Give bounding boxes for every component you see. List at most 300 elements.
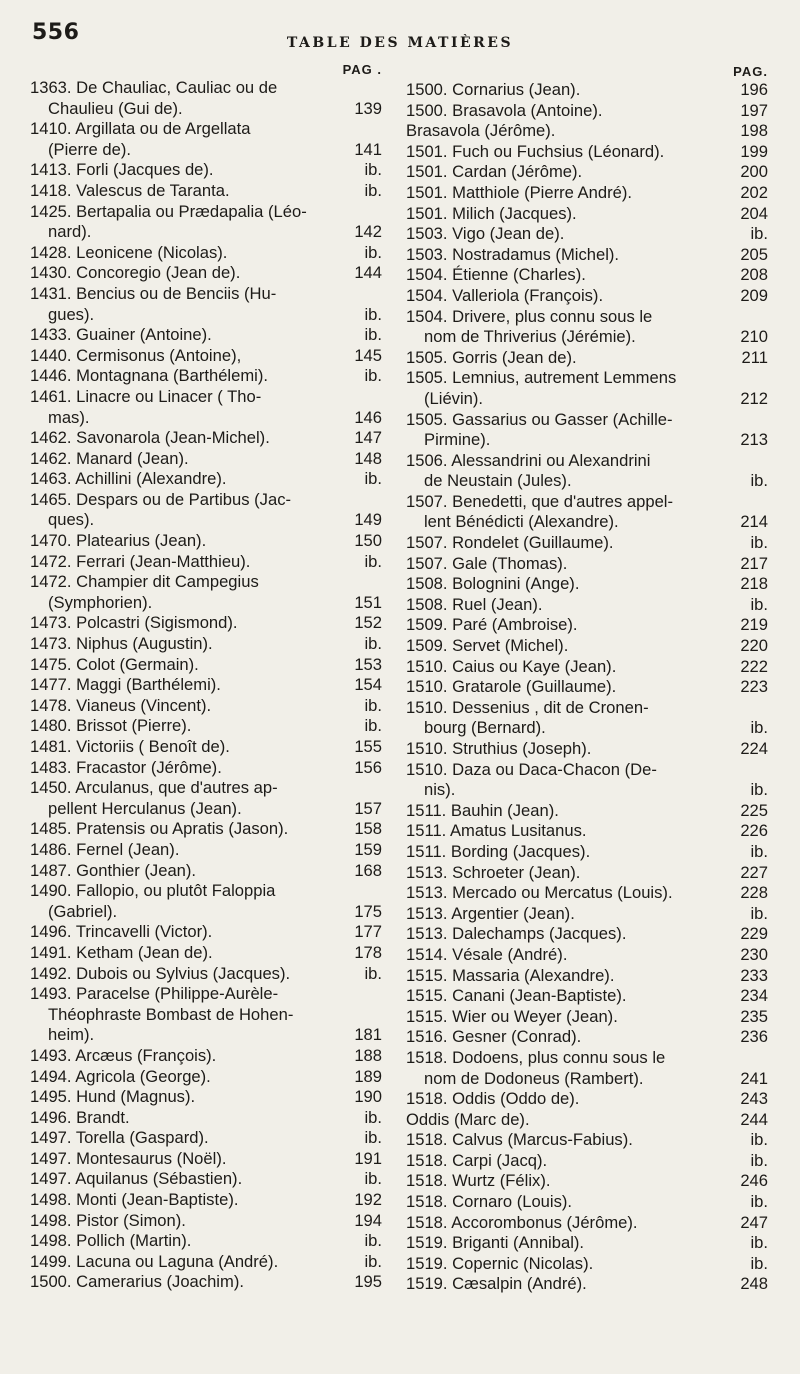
entry-text: 1440. Cermisonus (Antoine), — [30, 345, 242, 365]
entry-page: ib. — [364, 1107, 382, 1127]
entry-page: 188 — [354, 1045, 382, 1065]
index-entry — [30, 613, 382, 634]
entry-page: 145 — [354, 345, 382, 365]
index-entry — [406, 101, 768, 122]
index-entry — [30, 1169, 382, 1190]
entry-page: 154 — [354, 675, 382, 695]
index-entry — [406, 1233, 768, 1254]
entry-page: 205 — [740, 244, 768, 264]
entry-page: 236 — [740, 1027, 768, 1047]
entry-page: 147 — [354, 428, 382, 448]
entry-text: 1499. Lacuna ou Laguna (André). — [30, 1251, 279, 1271]
index-entry — [30, 325, 382, 346]
entry-page: ib. — [364, 366, 382, 386]
index-entry — [406, 1130, 768, 1151]
index-entry — [30, 428, 382, 449]
index-entry — [30, 243, 382, 264]
entry-page: ib. — [750, 224, 768, 244]
entry-page: 204 — [740, 203, 768, 223]
index-entry — [406, 904, 768, 925]
entry-page: 199 — [740, 141, 768, 161]
entry-text: 1510. Struthius (Joseph). — [406, 739, 592, 758]
entry-page: 158 — [354, 819, 382, 839]
entry-page: 192 — [354, 1190, 382, 1210]
index-entry — [30, 922, 382, 943]
entry-text: 1478. Vianeus (Vincent). — [30, 695, 212, 715]
entry-page: 195 — [354, 1272, 382, 1292]
entry-page: ib. — [750, 1253, 768, 1273]
entry-text: 1508. Ruel (Jean). — [406, 594, 543, 614]
right-entry-list — [406, 80, 768, 1295]
entry-text: 1501. Matthiole (Pierre André). — [406, 182, 632, 202]
entry-page: ib. — [364, 1169, 382, 1189]
pag-heading-right: PAG. — [733, 64, 768, 79]
index-entry — [406, 204, 768, 225]
entry-page: 190 — [354, 1087, 382, 1107]
index-entry — [406, 966, 768, 987]
entry-text: 1495. Hund (Magnus). — [30, 1087, 196, 1107]
index-entry — [406, 307, 768, 348]
entry-text: 1431. Bencius ou de Benciis (Hu- gues). — [30, 283, 277, 324]
entry-text: 1513. Dalechamps (Jacques). — [406, 924, 627, 944]
entry-text: 1507. Benedetti, que d'autres appel- lent Bénédicti (Alexandre). — [406, 491, 674, 532]
entry-page: ib. — [364, 242, 382, 262]
index-entry — [30, 387, 382, 428]
index-entry — [406, 245, 768, 266]
index-entry — [30, 160, 382, 181]
entry-text: Brasavola (Jérôme). — [406, 121, 556, 141]
entry-text: 1472. Champier dit Campegius (Symphorien). — [30, 572, 259, 612]
entry-text: 1518. Accorombonus (Jérôme). — [406, 1212, 638, 1232]
entry-page: 235 — [740, 1006, 768, 1026]
entry-page: 228 — [740, 883, 768, 903]
index-entry — [406, 945, 768, 966]
entry-text: 1519. Cæsalpin (André). — [406, 1274, 587, 1294]
index-entry — [30, 1190, 382, 1211]
entry-page: ib. — [364, 325, 382, 345]
entry-page: 191 — [354, 1148, 382, 1168]
index-entry — [406, 657, 768, 678]
entry-text: 1494. Agricola (George). — [30, 1066, 211, 1086]
entry-text: 1480. Brissot (Pierre). — [30, 716, 192, 736]
index-entry — [30, 819, 382, 840]
entry-text: 1510. Gratarole (Guillaume). — [406, 677, 617, 697]
entry-page: ib. — [364, 551, 382, 571]
entry-page: 210 — [740, 327, 768, 347]
entry-page: ib. — [364, 695, 382, 715]
entry-page: 224 — [740, 739, 768, 758]
entry-text: 1516. Gesner (Conrad). — [406, 1027, 582, 1047]
entry-page: ib. — [750, 471, 768, 491]
entry-text: 1498. Pistor (Simon). — [30, 1210, 186, 1230]
index-entry — [406, 821, 768, 842]
entry-text: 1518. Wurtz (Félix). — [406, 1171, 551, 1191]
entry-text: 1493. Arcæus (François). — [30, 1045, 217, 1065]
index-entry — [406, 986, 768, 1007]
entry-text: 1510. Dessenius , dit de Cronen- bourg (Bernard). — [406, 697, 649, 738]
index-entry — [406, 883, 768, 904]
entry-page: 222 — [740, 656, 768, 676]
index-entry — [30, 840, 382, 861]
index-entry — [30, 675, 382, 696]
entry-text: 1410. Argillata ou de Argellata (Pierre de). — [30, 119, 251, 159]
entry-text: 1507. Rondelet (Guillaume). — [406, 533, 614, 553]
entry-page: 152 — [354, 613, 382, 633]
entry-page: 243 — [740, 1089, 768, 1109]
entry-text: 1463. Achillini (Alexandre). — [30, 469, 227, 489]
entry-text: 1503. Nostradamus (Michel). — [406, 244, 620, 264]
entry-page: 208 — [740, 265, 768, 285]
index-entry — [30, 1108, 382, 1129]
entry-page: 229 — [740, 924, 768, 944]
index-entry — [406, 842, 768, 863]
entry-page: ib. — [750, 841, 768, 861]
entry-text: 1430. Concoregio (Jean de). — [30, 263, 241, 283]
entry-page: 200 — [740, 162, 768, 182]
entry-text: 1496. Trincavelli (Victor). — [30, 922, 213, 942]
entry-text: 1462. Savonarola (Jean-Michel). — [30, 428, 270, 448]
entry-page: ib. — [364, 963, 382, 983]
index-entry — [406, 1213, 768, 1234]
entry-page: 217 — [740, 553, 768, 573]
entry-page: 244 — [740, 1109, 768, 1129]
index-entry — [30, 490, 382, 531]
index-entry — [406, 492, 768, 533]
index-entry — [30, 572, 382, 613]
index-entry — [30, 284, 382, 325]
index-entry — [406, 142, 768, 163]
index-entry — [406, 80, 768, 101]
entry-page: 230 — [740, 944, 768, 964]
entry-page: 212 — [740, 388, 768, 408]
entry-page: 178 — [354, 942, 382, 962]
index-entry — [406, 410, 768, 451]
entry-text: 1500. Cornarius (Jean). — [406, 80, 581, 99]
entry-text: 1491. Ketham (Jean de). — [30, 942, 213, 962]
entry-page: 198 — [740, 121, 768, 141]
entry-page: 141 — [354, 139, 382, 159]
entry-page: 177 — [354, 922, 382, 942]
index-entry — [30, 1128, 382, 1149]
entry-page: 227 — [740, 862, 768, 882]
entry-text: 1503. Vigo (Jean de). — [406, 224, 565, 244]
index-entry — [406, 1089, 768, 1110]
index-entry — [406, 121, 768, 142]
index-entry — [30, 758, 382, 779]
index-entry — [406, 224, 768, 245]
index-entry — [406, 1254, 768, 1275]
entry-page: ib. — [750, 903, 768, 923]
entry-page: ib. — [750, 780, 768, 800]
entry-page: 220 — [740, 636, 768, 656]
index-entry — [406, 760, 768, 801]
index-entry — [30, 1272, 382, 1293]
index-entry — [406, 451, 768, 492]
index-entry — [406, 636, 768, 657]
entry-text: 1498. Pollich (Martin). — [30, 1231, 192, 1251]
index-entry — [30, 1067, 382, 1088]
entry-text: 1500. Camerarius (Joachim). — [30, 1272, 244, 1292]
entry-page: ib. — [364, 180, 382, 200]
entry-text: 1497. Aquilanus (Sébastien). — [30, 1169, 243, 1189]
entry-text: 1473. Niphus (Augustin). — [30, 634, 213, 654]
entry-page: 148 — [354, 448, 382, 468]
entry-text: 1518. Calvus (Marcus-Fabius). — [406, 1130, 633, 1150]
entry-text: 1500. Brasavola (Antoine). — [406, 100, 603, 120]
index-entry — [30, 655, 382, 676]
entry-page: ib. — [750, 1130, 768, 1150]
index-entry — [30, 469, 382, 490]
index-entry — [30, 119, 382, 160]
entry-page: ib. — [364, 469, 382, 489]
entry-page: 226 — [740, 821, 768, 841]
entry-text: 1465. Despars ou de Partibus (Jac- ques). — [30, 489, 292, 530]
index-entry — [30, 634, 382, 655]
index-entry — [406, 286, 768, 307]
entry-text: 1492. Dubois ou Sylvius (Jacques). — [30, 963, 291, 983]
index-entry — [30, 202, 382, 243]
entry-text: 1497. Torella (Gaspard). — [30, 1128, 209, 1148]
index-entry — [406, 1027, 768, 1048]
entry-text: 1510. Daza ou Daca-Chacon (De- nis). — [406, 759, 657, 800]
index-entry — [406, 698, 768, 739]
entry-page: 146 — [354, 407, 382, 427]
index-entry — [30, 1231, 382, 1252]
entry-text: 1483. Fracastor (Jérôme). — [30, 757, 222, 777]
index-entry — [30, 531, 382, 552]
index-entry — [30, 78, 382, 119]
index-entry — [30, 881, 382, 922]
entry-page: 149 — [354, 510, 382, 530]
pag-heading-left: PAG . — [342, 62, 382, 77]
index-entry — [406, 863, 768, 884]
index-entry — [406, 677, 768, 698]
entry-text: 1508. Bolognini (Ange). — [406, 574, 580, 594]
index-entry — [30, 1046, 382, 1067]
index-entry — [406, 533, 768, 554]
index-entry — [406, 368, 768, 409]
entry-text: 1461. Linacre ou Linacer ( Tho- mas). — [30, 386, 262, 427]
index-entry — [30, 943, 382, 964]
entry-page: 153 — [354, 654, 382, 674]
entry-page: 181 — [354, 1025, 382, 1045]
index-entry — [30, 737, 382, 758]
entry-text: 1363. De Chauliac, Cauliac ou de Chaulieu (Gui de). — [30, 78, 278, 118]
entry-text: 1513. Schroeter (Jean). — [406, 862, 581, 882]
entry-text: 1477. Maggi (Barthélemi). — [30, 675, 221, 695]
entry-text: 1513. Argentier (Jean). — [406, 903, 575, 923]
entry-text: 1462. Manard (Jean). — [30, 448, 189, 468]
entry-page: ib. — [364, 1128, 382, 1148]
entry-text: 1418. Valescus de Taranta. — [30, 180, 230, 200]
entry-page: 241 — [740, 1068, 768, 1088]
entry-page: 218 — [740, 574, 768, 594]
entry-text: 1505. Gorris (Jean de). — [406, 347, 577, 367]
entry-text: 1511. Amatus Lusitanus. — [406, 821, 587, 841]
entry-text: 1446. Montagnana (Barthélemi). — [30, 366, 268, 386]
entry-text: 1513. Mercado ou Mercatus (Louis). — [406, 883, 673, 903]
index-entry — [30, 984, 382, 1046]
entry-text: 1496. Brandt. — [30, 1107, 130, 1127]
entry-text: 1493. Paracelse (Philippe-Aurèle- Théophraste Bombast de Hohen- heim). — [30, 984, 294, 1045]
entry-page: ib. — [750, 718, 768, 738]
index-entry — [406, 615, 768, 636]
entry-text: Oddis (Marc de). — [406, 1109, 530, 1129]
right-column — [406, 64, 768, 1295]
index-entry — [30, 1149, 382, 1170]
entry-page: ib. — [364, 304, 382, 324]
entry-text: 1487. Gonthier (Jean). — [30, 860, 197, 880]
entry-text: 1514. Vésale (André). — [406, 944, 568, 964]
index-entry — [30, 778, 382, 819]
entry-text: 1473. Polcastri (Sigismond). — [30, 613, 238, 633]
entry-text: 1504. Valleriola (François). — [406, 285, 604, 305]
index-entry — [30, 263, 382, 284]
index-entry — [406, 162, 768, 183]
entry-page: 189 — [354, 1066, 382, 1086]
entry-text: 1519. Briganti (Annibal). — [406, 1233, 585, 1253]
entry-page: 156 — [354, 757, 382, 777]
left-entry-list — [30, 78, 382, 1293]
entry-text: 1519. Copernic (Nicolas). — [406, 1253, 594, 1273]
entry-page: 197 — [740, 100, 768, 120]
entry-text: 1486. Fernel (Jean). — [30, 839, 180, 859]
entry-page: ib. — [364, 634, 382, 654]
entry-page: 233 — [740, 965, 768, 985]
entry-text: 1518. Oddis (Oddo de). — [406, 1089, 580, 1109]
entry-text: 1481. Victoriis ( Benoît de). — [30, 737, 230, 756]
entry-page: 150 — [354, 531, 382, 551]
entry-page: 142 — [354, 222, 382, 242]
index-entry — [406, 1007, 768, 1028]
index-entry — [406, 348, 768, 369]
index-entry — [406, 924, 768, 945]
entry-page: 214 — [740, 512, 768, 532]
entry-text: 1490. Fallopio, ou plutôt Faloppia (Gabriel). — [30, 881, 276, 921]
entry-text: 1504. Étienne (Charles). — [406, 265, 586, 285]
entry-text: 1450. Arculanus, que d'autres ap- pellent Herculanus (Jean). — [30, 778, 278, 818]
entry-page: 246 — [740, 1171, 768, 1191]
index-entry — [30, 366, 382, 387]
entry-text: 1515. Wier ou Weyer (Jean). — [406, 1006, 618, 1026]
entry-text: 1507. Gale (Thomas). — [406, 553, 568, 573]
entry-text: 1518. Carpi (Jacq). — [406, 1150, 548, 1170]
entry-page: ib. — [750, 1233, 768, 1253]
entry-text: 1433. Guainer (Antoine). — [30, 325, 212, 345]
entry-text: 1475. Colot (Germain). — [30, 654, 199, 674]
entry-page: 223 — [740, 677, 768, 697]
entry-text: 1511. Bording (Jacques). — [406, 841, 591, 861]
entry-page: 151 — [354, 592, 382, 612]
entry-text: 1515. Massaria (Alexandre). — [406, 965, 615, 985]
entry-page: 247 — [740, 1212, 768, 1232]
entry-text: 1413. Forli (Jacques de). — [30, 160, 214, 180]
entry-page: ib. — [750, 1150, 768, 1170]
entry-page: 157 — [354, 798, 382, 818]
index-entry — [406, 1274, 768, 1295]
index-entry — [30, 1087, 382, 1108]
entry-page: ib. — [750, 533, 768, 553]
index-entry — [406, 1192, 768, 1213]
index-entry — [30, 716, 382, 737]
entry-page: 213 — [740, 430, 768, 450]
entry-page: 175 — [354, 901, 382, 921]
index-entry — [406, 1171, 768, 1192]
entry-text: 1501. Cardan (Jérôme). — [406, 162, 583, 182]
entry-page: 219 — [740, 615, 768, 635]
entry-text: 1511. Bauhin (Jean). — [406, 800, 559, 820]
index-entry — [406, 265, 768, 286]
entry-text: 1505. Gassarius ou Gasser (Achille- Pirmine). — [406, 409, 673, 450]
entry-text: 1506. Alessandrini ou Alexandrini de Neustain (Jules). — [406, 450, 651, 491]
index-entry — [30, 346, 382, 367]
entry-page: ib. — [750, 594, 768, 614]
page-number: 556 — [32, 20, 80, 45]
entry-text: 1509. Servet (Michel). — [406, 636, 569, 656]
entry-page: ib. — [364, 160, 382, 180]
index-entry — [30, 552, 382, 573]
entry-text: 1485. Pratensis ou Apratis (Jason). — [30, 819, 289, 839]
index-entry — [30, 1252, 382, 1273]
index-entry — [30, 181, 382, 202]
entry-text: 1472. Ferrari (Jean-Matthieu). — [30, 551, 251, 571]
entry-text: 1501. Milich (Jacques). — [406, 203, 577, 223]
entry-text: 1518. Dodoens, plus connu sous le nom de Dodoneus (Rambert). — [406, 1047, 666, 1088]
index-entry — [406, 1048, 768, 1089]
entry-page: 144 — [354, 263, 382, 283]
index-entry — [30, 696, 382, 717]
entry-text: 1509. Paré (Ambroise). — [406, 615, 578, 635]
entry-page: 155 — [354, 737, 382, 756]
index-entry — [406, 574, 768, 595]
index-entry — [406, 183, 768, 204]
entry-page: ib. — [750, 1192, 768, 1212]
index-entry — [406, 739, 768, 760]
entry-page: 168 — [354, 860, 382, 880]
index-entry — [406, 1151, 768, 1172]
left-column — [30, 62, 382, 1293]
index-entry — [30, 1211, 382, 1232]
entry-page: 225 — [740, 800, 768, 820]
entry-page: 211 — [741, 347, 768, 367]
entry-text: 1425. Bertapalia ou Prædapalia (Léo- nard). — [30, 201, 307, 242]
index-entry — [30, 449, 382, 470]
entry-page: ib. — [364, 1251, 382, 1271]
entry-page: 196 — [740, 80, 768, 99]
index-entry — [30, 964, 382, 985]
entry-text: 1498. Monti (Jean-Baptiste). — [30, 1190, 239, 1210]
entry-page: ib. — [364, 716, 382, 736]
entry-text: 1497. Montesaurus (Noël). — [30, 1148, 227, 1168]
entry-page: 209 — [740, 285, 768, 305]
entry-page: 139 — [354, 98, 382, 118]
running-title: TABLE DES MATIÈRES — [286, 35, 514, 51]
entry-page: ib. — [364, 1231, 382, 1251]
index-entry — [406, 595, 768, 616]
entry-text: 1504. Drivere, plus connu sous le nom de Thriverius (Jérémie). — [406, 306, 653, 347]
entry-page: 159 — [354, 839, 382, 859]
entry-page: 202 — [740, 182, 768, 202]
index-entry — [406, 554, 768, 575]
entry-text: 1470. Platearius (Jean). — [30, 531, 207, 551]
entry-page: 234 — [740, 986, 768, 1006]
entry-page: 194 — [354, 1210, 382, 1230]
index-entry — [406, 801, 768, 822]
entry-text: 1510. Caius ou Kaye (Jean). — [406, 656, 617, 676]
entry-text: 1428. Leonicene (Nicolas). — [30, 242, 228, 262]
index-entry — [30, 861, 382, 882]
entry-page: 248 — [740, 1274, 768, 1294]
